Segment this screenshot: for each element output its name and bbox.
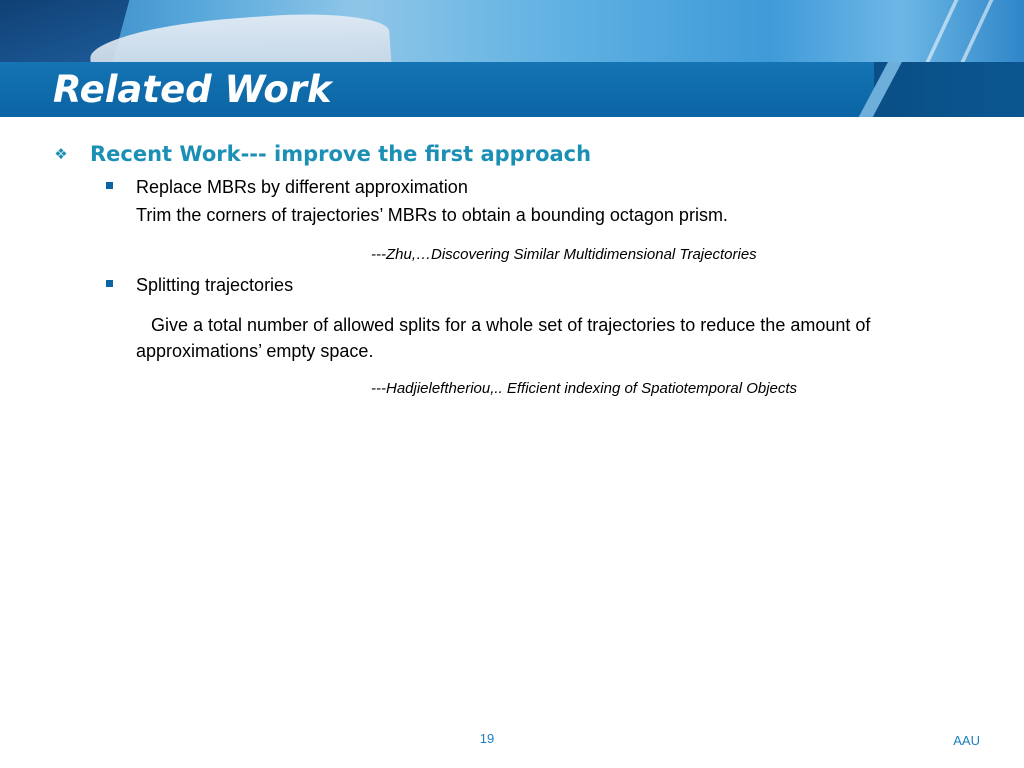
square-bullet-icon [106,280,113,287]
item-label: Splitting trajectories [136,275,294,295]
item-citation: ---Zhu,…Discovering Similar Multidimensional Trajectories [371,246,757,263]
header-photo-banner [0,0,1024,62]
item-label: Replace MBRs by different approximation [136,177,468,197]
section-heading: Recent Work--- improve the first approach [90,142,592,166]
item-citation: ---Hadjieleftheriou,.. Efficient indexing of Spatiotemporal Objects [371,380,798,397]
item-detail: Trim the corners of trajectories’ MBRs to obtain a bounding octagon prism. [136,205,728,225]
heading-row [50,142,591,166]
banner-hand-shape [88,8,391,62]
square-bullet-icon [106,182,113,189]
page-number: 19 [479,731,495,746]
diamond-cluster-icon: ❖ [54,145,68,163]
banner-streak [926,0,959,62]
item-detail: Give a total number of allowed splits for a whole set of trajectories to reduce the amount of approximations’ empty space. [136,315,871,361]
title-bar [0,62,1024,117]
footer-organization: AAU [953,733,980,748]
slide-title: Related Work [53,68,332,111]
banner-streak [961,0,994,62]
